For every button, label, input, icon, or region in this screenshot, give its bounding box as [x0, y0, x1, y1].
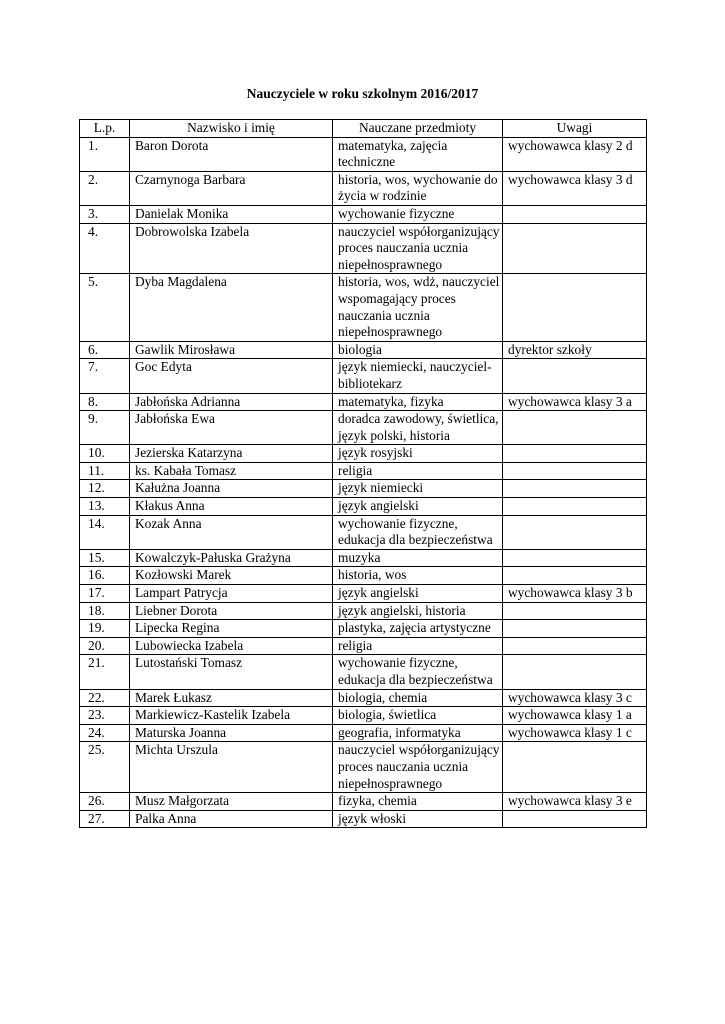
row-number-cell: 6.	[80, 341, 130, 359]
table-row	[80, 205, 647, 223]
row-number-cell: 21.	[80, 655, 130, 689]
subjects-cell: język niemiecki, nauczyciel-bibliotekarz	[333, 359, 503, 393]
teacher-name-cell: Marek Łukasz	[130, 689, 333, 707]
notes-cell	[503, 411, 647, 445]
teacher-name-cell: Kozłowski Marek	[130, 567, 333, 585]
teacher-name-cell: Kałużna Joanna	[130, 480, 333, 498]
table-row	[80, 137, 647, 171]
subjects-cell: geografia, informatyka	[333, 724, 503, 742]
notes-cell: wychowawca klasy 3 c	[503, 689, 647, 707]
table-row	[80, 724, 647, 742]
teacher-name-cell: Jabłońska Adrianna	[130, 393, 333, 411]
subjects-cell: biologia	[333, 341, 503, 359]
notes-cell	[503, 445, 647, 463]
subjects-cell: nauczyciel współorganizujący proces nauczania ucznia niepełnosprawnego	[333, 223, 503, 274]
row-number-cell: 12.	[80, 480, 130, 498]
row-number-cell: 9.	[80, 411, 130, 445]
notes-cell	[503, 205, 647, 223]
subjects-cell: historia, wos	[333, 567, 503, 585]
teacher-name-cell: Lutostański Tomasz	[130, 655, 333, 689]
table-row	[80, 359, 647, 393]
row-number-cell: 20.	[80, 637, 130, 655]
page-title: Nauczyciele w roku szkolnym 2016/2017	[246, 86, 479, 101]
subjects-cell: język niemiecki	[333, 480, 503, 498]
subjects-cell: język angielski, historia	[333, 602, 503, 620]
table-row	[80, 445, 647, 463]
row-number-cell: 13.	[80, 498, 130, 516]
teacher-name-cell: Goc Edyta	[130, 359, 333, 393]
notes-cell: wychowawca klasy 3 e	[503, 793, 647, 811]
teacher-name-cell: Dyba Magdalena	[130, 274, 333, 341]
subjects-cell: język włoski	[333, 810, 503, 828]
subjects-cell: religia	[333, 637, 503, 655]
notes-cell	[503, 742, 647, 793]
table-row	[80, 620, 647, 638]
row-number-cell: 16.	[80, 567, 130, 585]
table-row	[80, 549, 647, 567]
row-number-cell: 4.	[80, 223, 130, 274]
notes-cell	[503, 655, 647, 689]
row-number-cell: 22.	[80, 689, 130, 707]
table-row	[80, 689, 647, 707]
row-number-cell: 23.	[80, 707, 130, 725]
subjects-cell: matematyka, fizyka	[333, 393, 503, 411]
table-row	[80, 707, 647, 725]
subjects-cell: biologia, świetlica	[333, 707, 503, 725]
teacher-name-cell: Lampart Patrycja	[130, 585, 333, 603]
table-row	[80, 223, 647, 274]
teacher-name-cell: Gawlik Mirosława	[130, 341, 333, 359]
teacher-name-cell: Lipecka Regina	[130, 620, 333, 638]
row-number-cell: 19.	[80, 620, 130, 638]
table-row	[80, 585, 647, 603]
header-notes: Uwagi	[503, 120, 647, 138]
row-number-cell: 7.	[80, 359, 130, 393]
notes-cell: wychowawca klasy 3 b	[503, 585, 647, 603]
teacher-name-cell: Musz Małgorzata	[130, 793, 333, 811]
teacher-name-cell: ks. Kabała Tomasz	[130, 462, 333, 480]
table-row	[80, 411, 647, 445]
subjects-cell: wychowanie fizyczne, edukacja dla bezpieczeństwa	[333, 655, 503, 689]
row-number-cell: 11.	[80, 462, 130, 480]
table-row	[80, 393, 647, 411]
notes-cell	[503, 567, 647, 585]
notes-cell	[503, 549, 647, 567]
notes-cell	[503, 810, 647, 828]
subjects-cell: religia	[333, 462, 503, 480]
table-row	[80, 655, 647, 689]
teacher-name-cell: Jabłońska Ewa	[130, 411, 333, 445]
notes-cell: wychowawca klasy 3 d	[503, 171, 647, 205]
row-number-cell: 3.	[80, 205, 130, 223]
row-number-cell: 5.	[80, 274, 130, 341]
subjects-cell: fizyka, chemia	[333, 793, 503, 811]
notes-cell	[503, 498, 647, 516]
row-number-cell: 14.	[80, 515, 130, 549]
table-row	[80, 810, 647, 828]
subjects-cell: wychowanie fizyczne, edukacja dla bezpieczeństwa	[333, 515, 503, 549]
table-row	[80, 793, 647, 811]
notes-cell	[503, 480, 647, 498]
subjects-cell: matematyka, zajęcia techniczne	[333, 137, 503, 171]
notes-cell: wychowawca klasy 1 c	[503, 724, 647, 742]
subjects-cell: historia, wos, wdż, nauczyciel wspomagający proces nauczania ucznia niepełnosprawnego	[333, 274, 503, 341]
row-number-cell: 1.	[80, 137, 130, 171]
teacher-name-cell: Lubowiecka Izabela	[130, 637, 333, 655]
teacher-name-cell: Dobrowolska Izabela	[130, 223, 333, 274]
row-number-cell: 17.	[80, 585, 130, 603]
table-row	[80, 637, 647, 655]
teacher-name-cell: Danielak Monika	[130, 205, 333, 223]
subjects-cell: język angielski	[333, 585, 503, 603]
subjects-cell: język rosyjski	[333, 445, 503, 463]
notes-cell	[503, 515, 647, 549]
subjects-cell: doradca zawodowy, świetlica, język polski, historia	[333, 411, 503, 445]
notes-cell	[503, 462, 647, 480]
row-number-cell: 10.	[80, 445, 130, 463]
teacher-name-cell: Michta Urszula	[130, 742, 333, 793]
table-row	[80, 480, 647, 498]
row-number-cell: 24.	[80, 724, 130, 742]
subjects-cell: wychowanie fizyczne	[333, 205, 503, 223]
teacher-name-cell: Czarnynoga Barbara	[130, 171, 333, 205]
table-row	[80, 515, 647, 549]
table-row	[80, 567, 647, 585]
notes-cell	[503, 602, 647, 620]
teacher-name-cell: Markiewicz-Kastelik Izabela	[130, 707, 333, 725]
notes-cell: dyrektor szkoły	[503, 341, 647, 359]
table-row	[80, 171, 647, 205]
header-lp: L.p.	[80, 120, 130, 138]
row-number-cell: 15.	[80, 549, 130, 567]
table-row	[80, 274, 647, 341]
teacher-name-cell: Jezierska Katarzyna	[130, 445, 333, 463]
row-number-cell: 2.	[80, 171, 130, 205]
table-row	[80, 341, 647, 359]
subjects-cell: język angielski	[333, 498, 503, 516]
notes-cell: wychowawca klasy 1 a	[503, 707, 647, 725]
subjects-cell: nauczyciel współorganizujący proces nauczania ucznia niepełnosprawnego	[333, 742, 503, 793]
row-number-cell: 26.	[80, 793, 130, 811]
teacher-name-cell: Maturska Joanna	[130, 724, 333, 742]
row-number-cell: 25.	[80, 742, 130, 793]
table-row	[80, 602, 647, 620]
notes-cell	[503, 223, 647, 274]
teacher-name-cell: Palka Anna	[130, 810, 333, 828]
notes-cell	[503, 620, 647, 638]
table-row	[80, 742, 647, 793]
table-row	[80, 462, 647, 480]
teacher-name-cell: Liebner Dorota	[130, 602, 333, 620]
row-number-cell: 18.	[80, 602, 130, 620]
table-header-row	[80, 120, 647, 138]
teachers-table	[79, 119, 647, 828]
teacher-name-cell: Kłakus Anna	[130, 498, 333, 516]
header-name: Nazwisko i imię	[130, 120, 333, 138]
notes-cell: wychowawca klasy 3 a	[503, 393, 647, 411]
table-row	[80, 498, 647, 516]
notes-cell	[503, 274, 647, 341]
teacher-name-cell: Baron Dorota	[130, 137, 333, 171]
header-subjects: Nauczane przedmioty	[333, 120, 503, 138]
teacher-name-cell: Kozak Anna	[130, 515, 333, 549]
subjects-cell: plastyka, zajęcia artystyczne	[333, 620, 503, 638]
notes-cell: wychowawca klasy 2 d	[503, 137, 647, 171]
notes-cell	[503, 637, 647, 655]
row-number-cell: 8.	[80, 393, 130, 411]
notes-cell	[503, 359, 647, 393]
row-number-cell: 27.	[80, 810, 130, 828]
subjects-cell: biologia, chemia	[333, 689, 503, 707]
subjects-cell: muzyka	[333, 549, 503, 567]
teacher-name-cell: Kowalczyk-Pałuska Grażyna	[130, 549, 333, 567]
subjects-cell: historia, wos, wychowanie do życia w rodzinie	[333, 171, 503, 205]
